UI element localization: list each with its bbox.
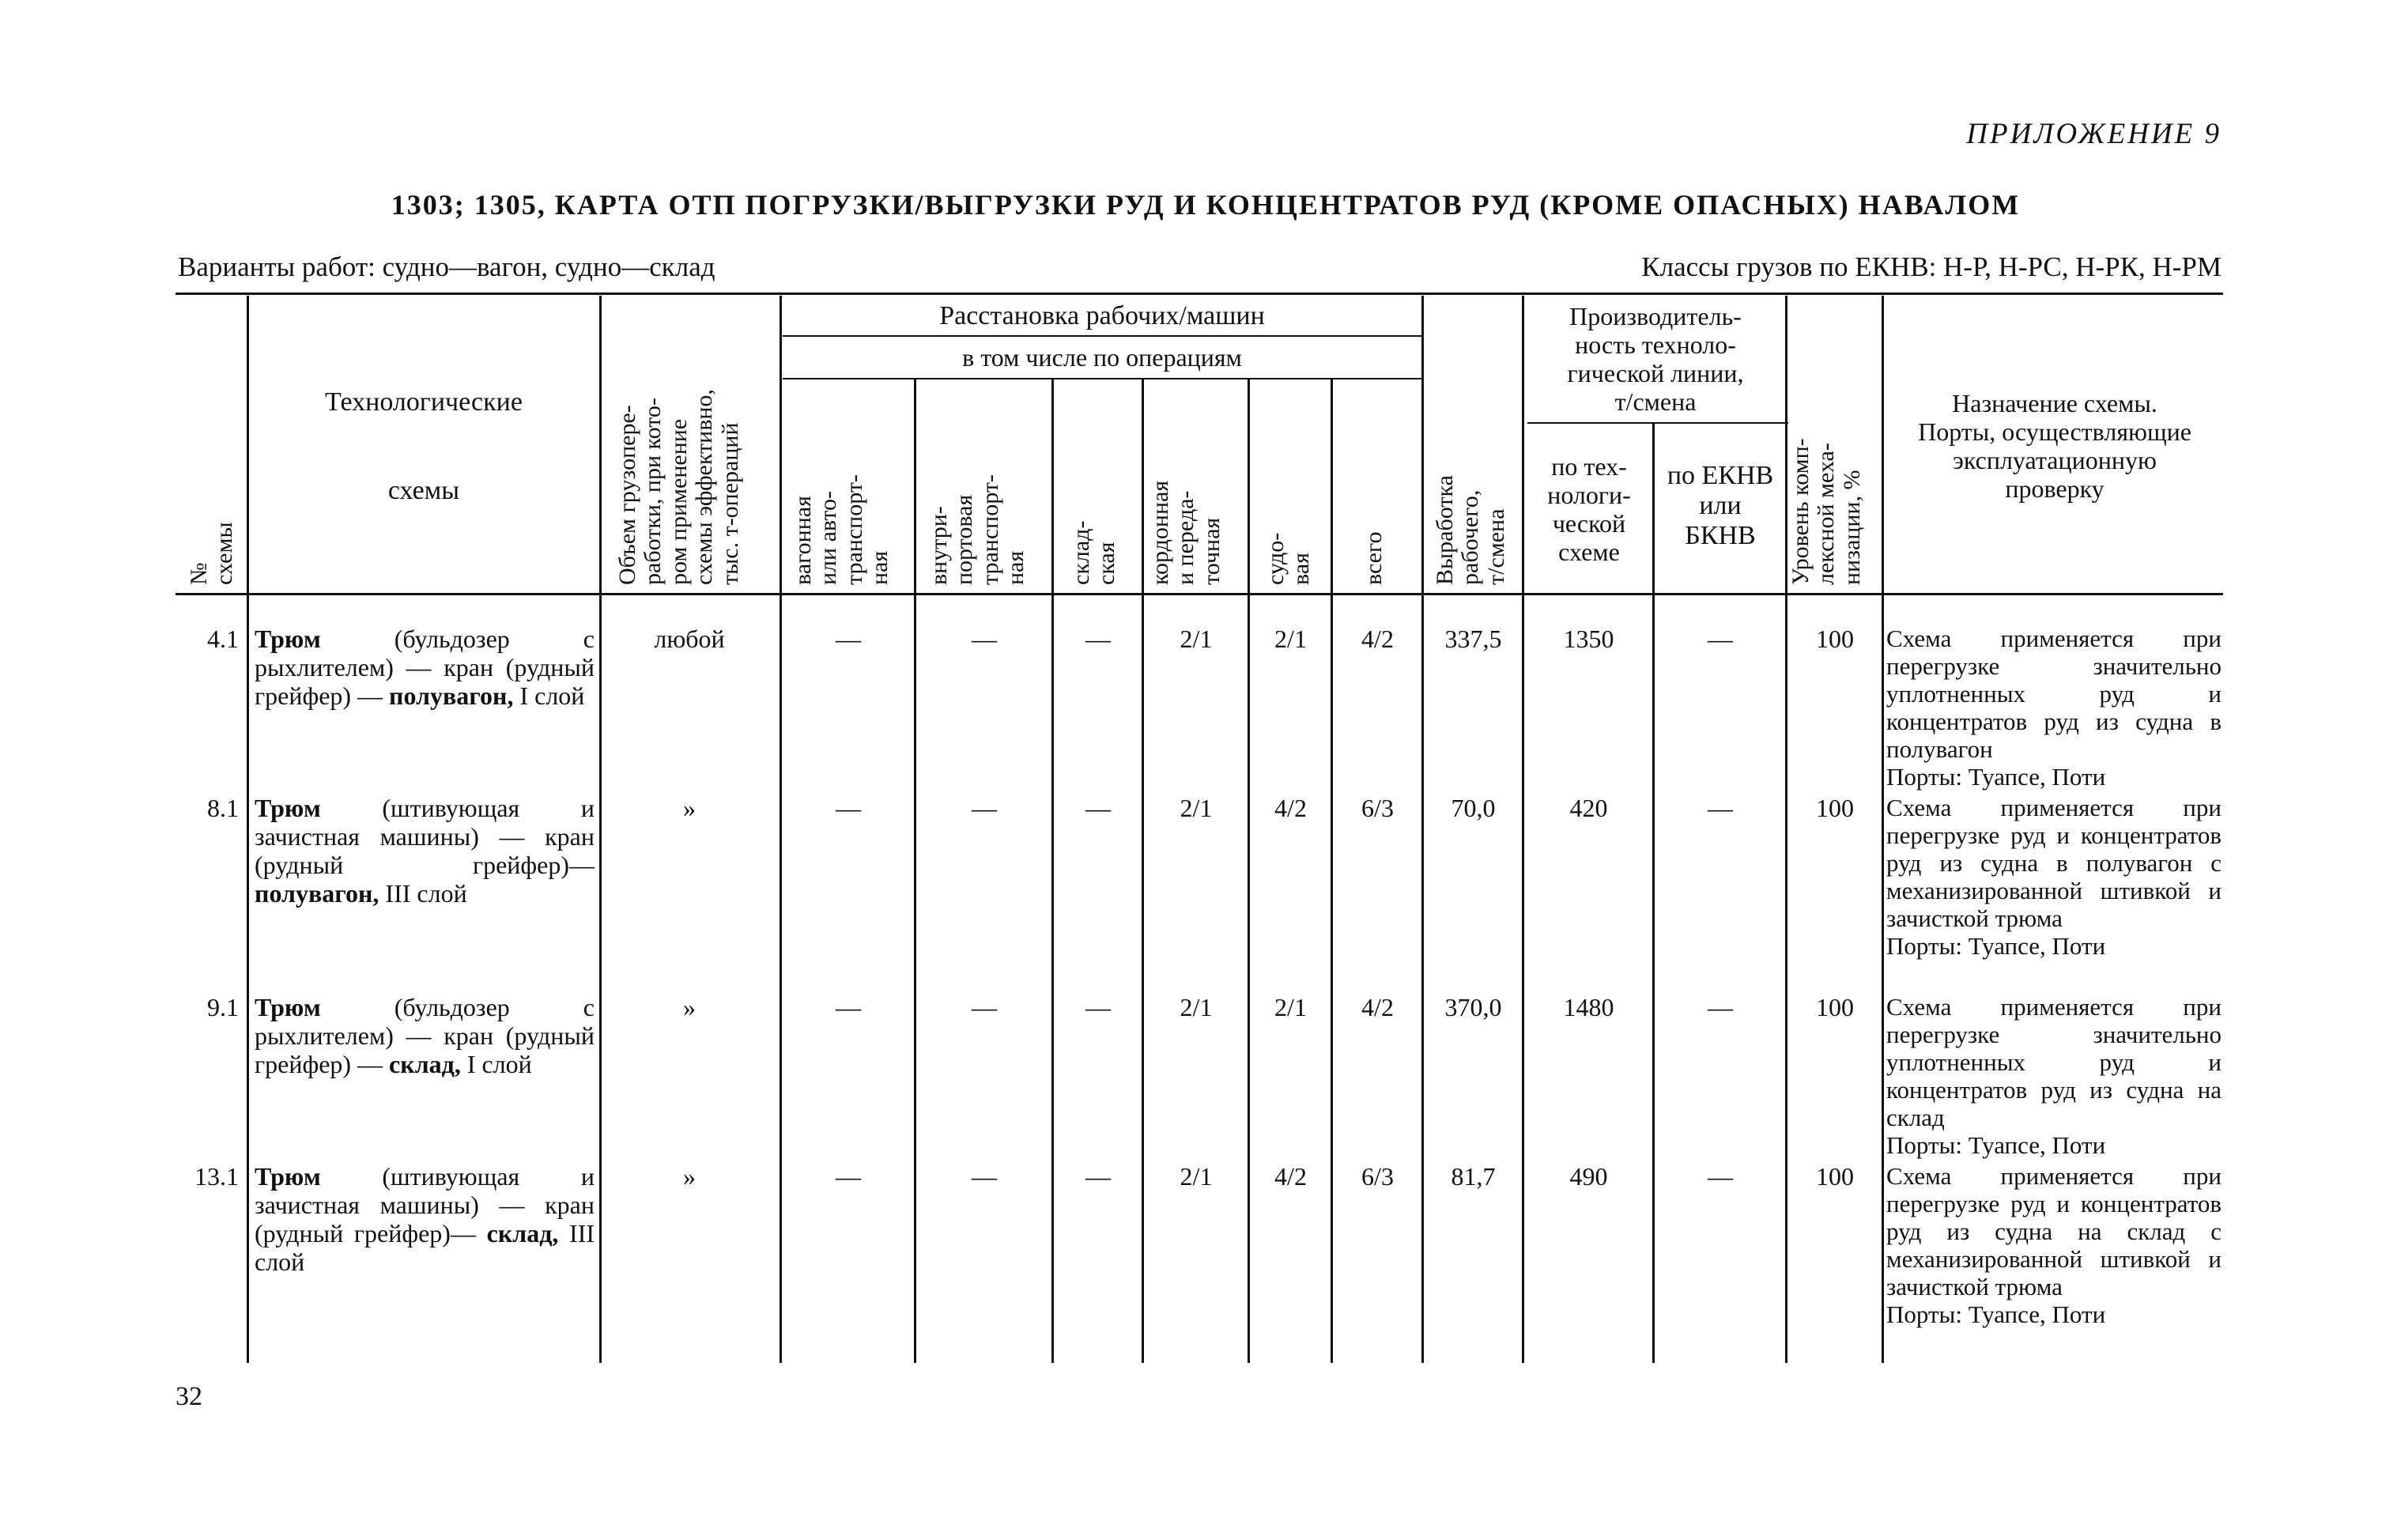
- ship-value: 2/1: [1274, 993, 1307, 1021]
- scheme-number: 9.1: [207, 993, 239, 1021]
- header-warehouse: [1069, 521, 1120, 585]
- header-placement: Расстановка рабочих/машин: [939, 300, 1265, 330]
- header-line: по тех-: [1551, 452, 1627, 481]
- header-line: нологи-: [1547, 481, 1631, 510]
- wagon-value: —: [836, 1162, 861, 1191]
- scheme-middle: (штивующая и зачистная машины) — кран (рудный грейфер)—: [255, 794, 595, 880]
- col-divider: [599, 296, 602, 1363]
- purpose-text: [1886, 794, 2222, 960]
- scheme-description: [255, 993, 595, 1078]
- scheme-number: 8.1: [207, 794, 239, 822]
- total-value: 6/3: [1361, 1162, 1394, 1191]
- total-value: 4/2: [1361, 625, 1394, 653]
- scheme-start: Трюм: [255, 1162, 321, 1191]
- header-line: или: [1699, 490, 1742, 520]
- scheme-start: Трюм: [255, 993, 321, 1021]
- ship-value: 4/2: [1274, 1162, 1307, 1191]
- volume-value: »: [683, 794, 696, 822]
- scheme-target: склад,: [486, 1219, 559, 1248]
- header-line: ная: [866, 550, 893, 585]
- scheme-target: полувагон,: [389, 681, 514, 711]
- volume-value: »: [683, 993, 696, 1021]
- output-value: 370,0: [1444, 993, 1502, 1021]
- col-divider: [1522, 296, 1524, 1363]
- col-divider: [247, 296, 249, 1363]
- col-divider: [1421, 296, 1424, 1363]
- header-line: транспорт-: [976, 474, 1003, 585]
- mechanization-value: 100: [1816, 1162, 1854, 1191]
- productivity-scheme-value: 490: [1569, 1162, 1608, 1191]
- total-value: 4/2: [1361, 993, 1394, 1021]
- productivity-scheme-value: 1480: [1563, 993, 1614, 1021]
- col-divider: [1142, 379, 1144, 1363]
- ship-value: 2/1: [1274, 625, 1307, 653]
- purpose-text: [1886, 993, 2222, 1159]
- header-line: ская: [1093, 542, 1120, 585]
- header-line: Назначение схемы.: [1952, 389, 2157, 418]
- header-total: [1361, 531, 1387, 585]
- header-scheme-no: [187, 522, 238, 585]
- cordon-value: 2/1: [1180, 1162, 1213, 1191]
- header-line: Объем грузопере-: [614, 405, 640, 585]
- page-title: 1303; 1305, КАРТА ОТП ПОГРУЗКИ/ВЫГРУЗКИ РУД И КОНЦЕНТРАТОВ РУД (КРОМЕ ОПАСНЫХ) НАВАЛОМ: [391, 189, 2021, 221]
- cordon-value: 2/1: [1180, 993, 1213, 1021]
- header-line: ром применение: [665, 418, 692, 585]
- cargo-classes: Классы грузов по ЕКНВ: Н-Р, Н-РС, Н-РК, Н-РМ: [1641, 251, 2222, 282]
- header-wagon: [791, 474, 893, 585]
- scheme-layer: III слой: [379, 879, 467, 908]
- internal-value: —: [972, 625, 997, 653]
- scheme-layer: III слой: [255, 1219, 595, 1277]
- header-line: т/смена: [1482, 508, 1509, 585]
- purpose-description: Схема применяется при перегрузке значительно уплотненных руд и концентратов руд из судна на склад: [1886, 993, 2222, 1132]
- header-mechanization: [1788, 438, 1865, 585]
- productivity-eknv-value: —: [1708, 993, 1733, 1021]
- col-divider: [1331, 379, 1333, 1363]
- header-cordon: [1148, 481, 1225, 585]
- header-line: склад-: [1068, 520, 1094, 585]
- scheme-number: 13.1: [194, 1162, 239, 1191]
- ship-value: 4/2: [1274, 794, 1307, 822]
- header-by-eknv: [1655, 447, 1785, 565]
- page-number: 32: [176, 1382, 202, 1411]
- header-line: ческой: [1552, 509, 1626, 538]
- col-divider: [1882, 296, 1884, 1363]
- header-internal: [927, 474, 1029, 585]
- internal-value: —: [972, 1162, 997, 1191]
- header-line: Уровень комп-: [1787, 438, 1814, 585]
- wagon-value: —: [836, 993, 861, 1021]
- wagon-value: —: [836, 625, 861, 653]
- header-line: низации, %: [1838, 470, 1865, 585]
- scheme-target: полувагон,: [255, 879, 379, 908]
- including-rule: [783, 378, 1421, 379]
- header-line: Производитель-: [1569, 302, 1742, 331]
- appendix-label: ПРИЛОЖЕНИЕ 9: [1966, 118, 2222, 150]
- scheme-middle: (бульдозер с рыхлителем) — кран (рудный грейфер) —: [255, 625, 595, 711]
- header-line: ность техноло-: [1575, 330, 1736, 360]
- col-divider: [1652, 424, 1655, 1363]
- scheme-layer: I слой: [513, 681, 585, 711]
- internal-value: —: [972, 993, 997, 1021]
- scheme-start: Трюм: [255, 625, 321, 653]
- scheme-middle: (бульдозер с рыхлителем) — кран (рудный грейфер) —: [255, 993, 595, 1079]
- header-line: точная: [1198, 517, 1225, 585]
- purpose-description: Схема применяется при перегрузке руд и концентратов руд из судна на склад с механизированной штивкой и зачисткой трюма: [1886, 1162, 2222, 1301]
- header-including: в том числе по операциям: [962, 343, 1242, 372]
- header-line: рабочего,: [1457, 489, 1484, 585]
- productivity-eknv-value: —: [1708, 625, 1733, 653]
- header-tech-schemes: [250, 387, 598, 506]
- purpose-ports: Порты: Туапсе, Поти: [1886, 1300, 2106, 1329]
- header-line: проверку: [2005, 474, 2105, 503]
- header-line: вая: [1288, 553, 1315, 585]
- header-line: портовая: [951, 494, 978, 585]
- mechanization-value: 100: [1816, 794, 1854, 822]
- header-bottom-rule: [176, 593, 2223, 595]
- header-output: [1433, 475, 1509, 585]
- header-by-scheme: [1526, 431, 1652, 589]
- scheme-number: 4.1: [207, 625, 239, 653]
- productivity-eknv-value: —: [1708, 1162, 1733, 1191]
- output-value: 70,0: [1451, 794, 1496, 822]
- header-line: или авто-: [815, 490, 842, 585]
- warehouse-value: —: [1085, 625, 1111, 653]
- output-value: 337,5: [1444, 625, 1502, 653]
- purpose-text: [1886, 1162, 2222, 1328]
- mechanization-value: 100: [1816, 625, 1854, 653]
- warehouse-value: —: [1085, 1162, 1111, 1191]
- scheme-description: [255, 794, 595, 908]
- col-divider: [914, 379, 916, 1363]
- productivity-eknv-value: —: [1708, 794, 1733, 822]
- header-purpose: [1885, 387, 2225, 506]
- purpose-text: [1886, 625, 2222, 791]
- header-line: БКНВ: [1685, 521, 1756, 551]
- header-line: работки, при кото-: [640, 398, 666, 585]
- header-line: гической линии,: [1567, 359, 1744, 387]
- wagon-value: —: [836, 794, 861, 822]
- header-line: судо-: [1263, 532, 1289, 585]
- scheme-layer: I слой: [460, 1050, 532, 1079]
- total-value: 6/3: [1361, 794, 1394, 822]
- scheme-target: склад,: [389, 1050, 461, 1079]
- purpose-ports: Порты: Туапсе, Поти: [1886, 932, 2106, 961]
- output-value: 81,7: [1451, 1162, 1496, 1191]
- header-line: №: [186, 562, 212, 585]
- header-line: и переда-: [1172, 490, 1199, 585]
- header-line: всего: [1361, 531, 1387, 585]
- purpose-ports: Порты: Туапсе, Поти: [1886, 1131, 2106, 1160]
- warehouse-value: —: [1085, 993, 1111, 1021]
- header-line: лексной меха-: [1813, 443, 1840, 585]
- cordon-value: 2/1: [1180, 625, 1213, 653]
- table-top-rule: [176, 293, 2223, 295]
- header-line: транспорт-: [840, 474, 867, 585]
- header-line: Технологические: [325, 387, 523, 417]
- placement-rule: [783, 335, 1421, 337]
- purpose-description: Схема применяется при перегрузке руд и концентратов руд из судна в полувагон с механизированной штивкой и зачисткой трюма: [1886, 794, 2222, 933]
- header-line: тыс. т-операций: [716, 422, 743, 585]
- header-line: Выработка: [1432, 475, 1458, 585]
- scheme-middle: (штивующая и зачистная машины) — кран (рудный грейфер)—: [255, 1162, 595, 1248]
- mechanization-value: 100: [1816, 993, 1854, 1021]
- header-line: схемы: [211, 522, 238, 585]
- volume-value: »: [683, 1162, 696, 1191]
- internal-value: —: [972, 794, 997, 822]
- col-divider: [1051, 379, 1054, 1363]
- volume-value: любой: [654, 625, 725, 653]
- header-ship: [1263, 533, 1315, 585]
- header-line: кордонная: [1147, 480, 1173, 585]
- header-line: т/смена: [1614, 387, 1697, 416]
- header-line: по ЕКНВ: [1667, 460, 1774, 490]
- cordon-value: 2/1: [1180, 794, 1213, 822]
- header-line: ная: [1002, 550, 1029, 585]
- productivity-scheme-value: 1350: [1563, 625, 1614, 653]
- productivity-rule: [1527, 422, 1788, 424]
- warehouse-value: —: [1085, 794, 1111, 822]
- header-line: эксплуатационную: [1953, 446, 2157, 474]
- scheme-start: Трюм: [255, 794, 321, 822]
- header-line: схеме: [1558, 537, 1620, 566]
- work-variants: Варианты работ: судно—вагон, судно—склад: [178, 251, 715, 282]
- productivity-scheme-value: 420: [1569, 794, 1608, 822]
- col-divider: [780, 296, 782, 1363]
- scheme-description: [255, 625, 595, 710]
- col-divider: [1248, 379, 1250, 1363]
- scheme-description: [255, 1162, 595, 1277]
- header-line: внутри-: [926, 506, 952, 585]
- header-line: вагонная: [790, 496, 816, 585]
- header-productivity: [1526, 300, 1785, 419]
- header-line: Порты, осуществляющие: [1918, 417, 2191, 447]
- purpose-ports: Порты: Туапсе, Поти: [1886, 763, 2106, 791]
- header-line: схемы эффективно,: [691, 389, 718, 585]
- header-line: схемы: [387, 475, 460, 505]
- purpose-description: Схема применяется при перегрузке значительно уплотненных руд и концентратов руд из судна в полувагон: [1886, 625, 2222, 764]
- header-volume: [615, 389, 743, 585]
